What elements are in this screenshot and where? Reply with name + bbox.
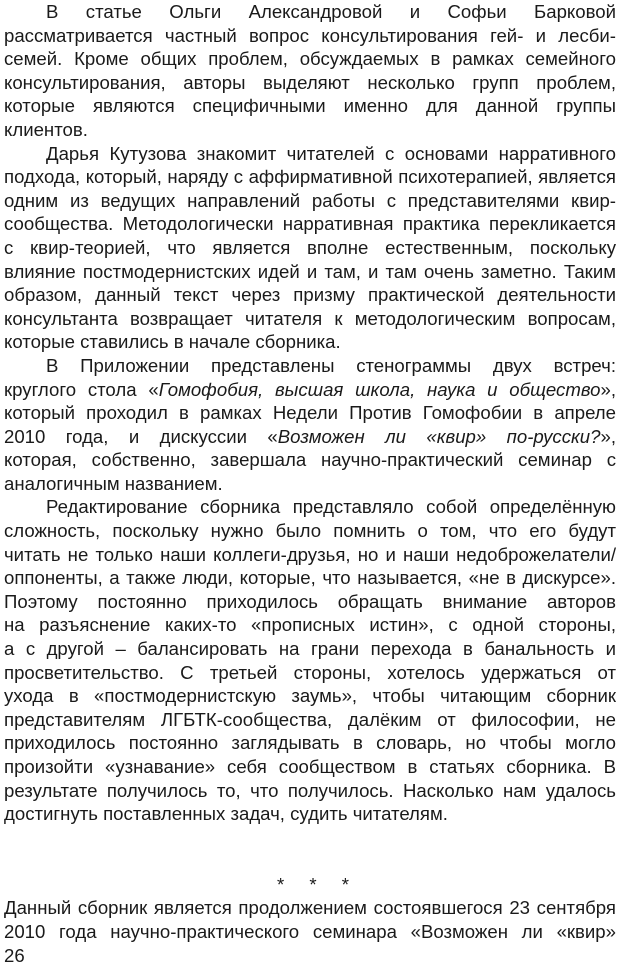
text-line: консультанта возвращает читателя к методологическим вопросам, [4, 307, 616, 329]
text-line [4, 425, 616, 449]
text-line: сообщества. Методологически нарративная практика перекликается [4, 213, 616, 235]
text-line: влияние постмодернистских идей и там, и там очень заметно. Таким [4, 260, 616, 282]
paragraph [4, 495, 616, 825]
paragraph [4, 896, 616, 943]
text-fragment: круглого стола « [4, 378, 159, 400]
text-line [4, 378, 616, 402]
text-line: В Приложении представлены стенограммы двух встреч: [46, 354, 616, 376]
text-line: аналогичным названием. [4, 472, 223, 494]
text-line: семей. Кроме общих проблем, обсуждаемых в рамках семейного [4, 48, 616, 70]
text-line: одним из ведущих направлений работы с представителями квир- [4, 189, 616, 211]
text-fragment: », [600, 378, 616, 400]
text-fragment: 2010 года, и дискуссии « [4, 425, 278, 447]
text-line: а с другой – балансировать на грани перехода в банальность и [4, 638, 616, 660]
text-line: на разъяснение каких-то «прописных истин», с одной стороны, [4, 614, 616, 636]
text-line: которые являются специфичными именно для данной группы [4, 95, 616, 117]
paragraph [4, 0, 616, 142]
italic-title: Гомофобия, высшая школа, наука и общество [158, 378, 601, 400]
text-line: с квир-теорией, что является вполне естественным, поскольку [4, 236, 616, 258]
text-line: произойти «узнавание» себя сообществом в статьях сборника. В [4, 756, 616, 777]
text-line: представителям ЛГБТК-сообщества, далёким от философии, не [4, 708, 616, 730]
text-line: подхода, который, наряду с аффирмативной психотерапией, является [4, 166, 616, 188]
text-line: результате получилось то, что получилось. Насколько нам удалось [4, 779, 616, 801]
text-line: оппоненты, а также люди, которые, что называется, «не в дискурсе». [4, 567, 616, 589]
text-line: ухода в «постмодернистскую заумь», чтобы читающим сборник [4, 685, 616, 707]
text-line: образом, данный текст через призму практической деятельности [4, 284, 616, 306]
text-line: сложность, поскольку нужно было помнить о том, что его будут [4, 520, 616, 542]
text-line: Данный сборник является продолжением состоявшегося 23 сентября [4, 897, 616, 919]
text-line: консультирования, авторы выделяют несколько групп проблем, [4, 71, 616, 93]
text-line: читать не только наши коллеги-друзья, но и наши недоброжелатели/ [4, 543, 616, 565]
text-fragment: », [600, 425, 616, 447]
text-line: достигнуть поставленных задач, судить читателям. [4, 803, 448, 825]
text-line: клиентов. [4, 118, 88, 140]
text-line: который проходил в рамках Недели Против Гомофобии в апреле [4, 402, 616, 424]
text-line: рассматривается частный вопрос консультирования гей- и лесби- [4, 24, 616, 46]
section-gap [4, 826, 616, 873]
paragraph [4, 354, 616, 496]
text-line: которая, собственно, завершала научно-практический семинар с [4, 449, 616, 471]
paragraph [4, 142, 616, 354]
text-line: Поэтому постоянно приходилось обращать внимание авторов [4, 590, 616, 612]
text-line: Редактирование сборника представляло собой определённую [46, 496, 616, 518]
text-line: Дарья Кутузова знакомит читателей с основами нарративного [46, 142, 616, 164]
section-separator: * * * [276, 873, 360, 895]
text-line: 2010 года научно-практического семинара «Возможен ли «квир» [4, 920, 616, 942]
document-page [4, 0, 616, 944]
text-line: В статье Ольги Александровой и Софьи Барковой [46, 1, 616, 22]
page-number: 26 [4, 945, 25, 966]
text-line: приходилось постоянно заглядывать в словарь, но чтобы могло [4, 732, 616, 754]
text-line: которые ставились в начале сборника. [4, 331, 341, 353]
text-line: просветительство. С третьей стороны, хотелось удержаться от [4, 661, 616, 683]
italic-title: Возможен ли «квир» по-русски? [277, 425, 601, 447]
